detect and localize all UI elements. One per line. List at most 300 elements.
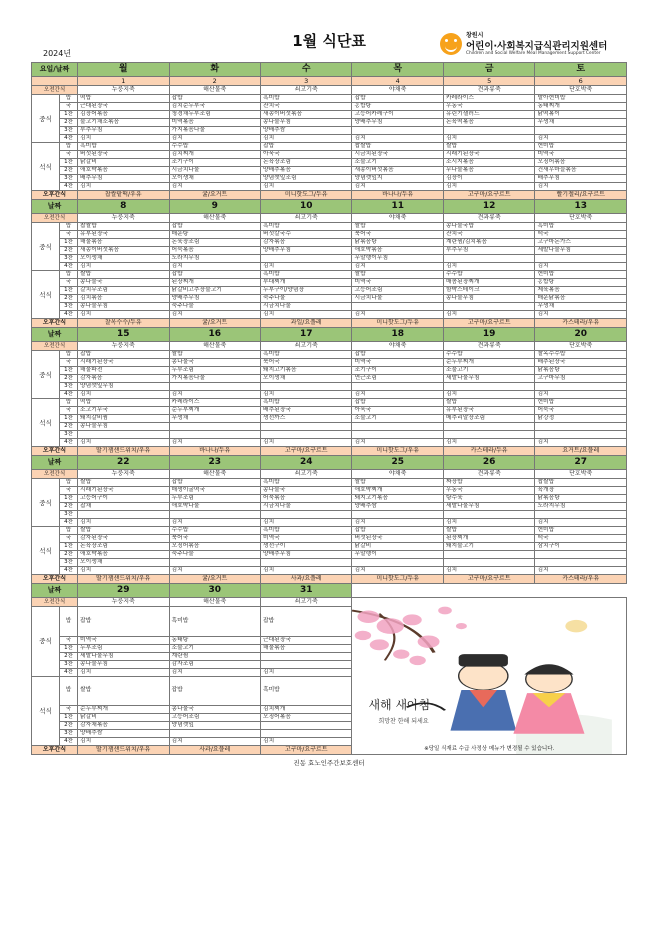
date-cell: 1 <box>78 77 169 86</box>
menu-item: 잡밥 <box>260 143 351 151</box>
course-label: 2찬 <box>60 167 78 175</box>
menu-item: 시금치나물 <box>169 167 260 175</box>
menu-item: 오징어볶음 <box>260 714 351 722</box>
menu-item: 소불고기 <box>352 159 443 167</box>
date-corner-label: 요일/날짜 <box>32 63 78 77</box>
menu-item: 감자조림 <box>169 660 260 668</box>
course-label: 밥 <box>60 399 78 407</box>
menu-item: 닭볶음탕 <box>535 495 627 503</box>
menu-item: 생선구이 <box>260 543 351 551</box>
date-corner-label: 날짜 <box>32 584 78 598</box>
course-label: 1찬 <box>60 239 78 247</box>
menu-item: 된장찌개 <box>169 279 260 287</box>
menu-item <box>535 551 627 559</box>
lunch-row <box>32 375 627 383</box>
menu-item <box>260 383 351 391</box>
menu-item: 콩나물무침 <box>443 295 534 303</box>
course-label: 3찬 <box>60 175 78 183</box>
menu-item: 김치 <box>535 439 627 447</box>
menu-item: 고등어구이 <box>78 495 169 503</box>
menu-item: 잡밥 <box>352 95 443 103</box>
course-label: 국 <box>60 407 78 415</box>
afternoon-snack-cell: 고구마/요구르트 <box>443 191 534 200</box>
course-label: 3찬 <box>60 255 78 263</box>
menu-item: 김치 <box>535 311 627 319</box>
menu-item: 아욱국 <box>260 151 351 159</box>
lunch-row <box>32 359 627 367</box>
morning-snack-cell: 견과류죽 <box>443 86 534 95</box>
date-header: 18 <box>352 328 443 342</box>
course-label: 3찬 <box>60 559 78 567</box>
morning-snack-cell: 해산물죽 <box>169 214 260 223</box>
course-label: 4찬 <box>60 135 78 143</box>
menu-item: 함박스테이크 <box>443 287 534 295</box>
menu-item: 고구마무침 <box>535 375 627 383</box>
menu-item: 돈육장조림 <box>169 239 260 247</box>
date-header: 9 <box>169 200 260 214</box>
dinner-row <box>32 271 627 279</box>
menu-item <box>535 431 627 439</box>
date-header: 19 <box>443 328 534 342</box>
menu-item: 아욱국 <box>352 407 443 415</box>
menu-item: 수수밥 <box>443 271 534 279</box>
menu-item: 김치 <box>78 311 169 319</box>
dinner-row <box>32 567 627 575</box>
menu-item: 우동국 <box>443 103 534 111</box>
menu-item: 양념깻잎조림 <box>260 175 351 183</box>
menu-item <box>260 511 351 519</box>
menu-item <box>535 559 627 567</box>
menu-item <box>352 431 443 439</box>
menu-item: 김치 <box>352 135 443 143</box>
menu-item: 흑미밥 <box>260 223 351 231</box>
menu-item: 육개장 <box>535 487 627 495</box>
week-header-row <box>32 328 627 342</box>
menu-item: 배추무침 <box>535 175 627 183</box>
morning-snack-cell: 단호박죽 <box>535 86 627 95</box>
menu-item: 버섯된장국 <box>78 151 169 159</box>
menu-item: 소불고기 <box>352 415 443 423</box>
menu-item: 김장이 <box>443 175 534 183</box>
menu-item: 김치찌개 <box>169 151 260 159</box>
menu-item: 양배추무침 <box>352 119 443 127</box>
menu-item: 김치 <box>352 263 443 271</box>
menu-item: 잡밥 <box>78 351 169 359</box>
dinner-row <box>32 295 627 303</box>
week-header-row <box>32 584 627 598</box>
afternoon-snack-cell: 카스테라/우유 <box>535 575 627 584</box>
menu-item <box>260 722 351 730</box>
menu-item: 청경채두부조림 <box>169 111 260 119</box>
illustration-caption: 새해 새아침 <box>368 698 431 712</box>
lunch-row <box>32 383 627 391</box>
menu-item: 김치 <box>169 439 260 447</box>
menu-item: 새송이버섯볶음 <box>260 111 351 119</box>
menu-item: 오징어볶음 <box>169 543 260 551</box>
logo-top: 창원시 <box>466 32 484 39</box>
menu-item: 미역국 <box>78 636 169 644</box>
lunch-row <box>32 119 627 127</box>
menu-item: 찹쌀밥 <box>78 223 169 231</box>
menu-item: 돼지고기볶음 <box>352 495 443 503</box>
course-label: 2찬 <box>60 375 78 383</box>
morning-snack-label: 오전간식 <box>32 470 78 479</box>
menu-item: 현미밥 <box>535 527 627 535</box>
menu-item: 쌀밥 <box>443 399 534 407</box>
center-logo <box>440 30 615 60</box>
menu-item: 감자채볶음 <box>78 722 169 730</box>
morning-snack-cell: 견과류죽 <box>443 342 534 351</box>
date-header: 8 <box>78 200 169 214</box>
morning-snack-cell: 쇠고기죽 <box>260 598 351 607</box>
page-title: 1월 식단표 <box>292 32 366 50</box>
menu-item: 두부조림 <box>78 644 169 652</box>
menu-item: 흑미밥 <box>78 143 169 151</box>
menu-item <box>352 559 443 567</box>
course-label: 3찬 <box>60 303 78 311</box>
afternoon-snack-cell: 고구마/요구르트 <box>260 746 351 755</box>
course-label: 3찬 <box>60 127 78 135</box>
course-label: 4찬 <box>60 311 78 319</box>
menu-item: 닭강정 <box>535 415 627 423</box>
dinner-label: 석식 <box>32 676 60 746</box>
morning-snack-cell: 누룽지죽 <box>78 342 169 351</box>
morning-snack-cell: 쇠고기죽 <box>260 342 351 351</box>
menu-item: 김치 <box>169 263 260 271</box>
menu-item <box>443 511 534 519</box>
menu-item: 떡밥 <box>78 399 169 407</box>
course-label: 국 <box>60 359 78 367</box>
date-header: 24 <box>260 456 351 470</box>
course-label: 밥 <box>60 223 78 231</box>
menu-item: 떡국 <box>535 231 627 239</box>
menu-item: 김치 <box>443 183 534 191</box>
afternoon-snack-cell: 딸기잼샌드위치/우유 <box>78 746 169 755</box>
date-header: 12 <box>443 200 534 214</box>
menu-item: 잡밥 <box>169 676 260 706</box>
day-header: 월 <box>78 63 169 77</box>
menu-item: 떡국 <box>535 535 627 543</box>
menu-item: 애호박나물 <box>169 503 260 511</box>
morning-snack-cell: 누룽지죽 <box>78 86 169 95</box>
menu-item: 현미밥 <box>535 143 627 151</box>
menu-item: 애호박볶음 <box>78 551 169 559</box>
menu-item: 생선까스 <box>260 415 351 423</box>
menu-table <box>31 62 627 755</box>
menu-item: 쌀밥 <box>352 223 443 231</box>
course-label: 밥 <box>60 607 78 637</box>
morning-snack-cell: 쇠고기죽 <box>260 214 351 223</box>
course-label: 1찬 <box>60 714 78 722</box>
menu-item: 양배추쌈 <box>78 730 169 738</box>
menu-item: 해물볶음 <box>78 239 169 247</box>
afternoon-snack-cell: 딸기잼샌드위치/우유 <box>78 447 169 456</box>
menu-item: 김치 <box>169 519 260 527</box>
menu-item: 쌀밥 <box>352 271 443 279</box>
menu-item: 김치 <box>78 519 169 527</box>
morning-snack-cell: 누룽지죽 <box>78 470 169 479</box>
menu-item: 흑미밥 <box>260 399 351 407</box>
menu-item: 메추리알장조림 <box>443 415 534 423</box>
menu-item: 잡밥 <box>352 527 443 535</box>
morning-snack-cell: 해산물죽 <box>169 470 260 479</box>
lunch-row <box>32 247 627 255</box>
menu-item: 애호박찌개 <box>352 487 443 495</box>
menu-item: 부추무침 <box>78 127 169 135</box>
menu-item: 순두부찌개 <box>443 359 534 367</box>
menu-item: 무말랭이 <box>352 551 443 559</box>
menu-item <box>443 255 534 263</box>
dinner-row <box>32 407 627 415</box>
menu-item: 양배추무침 <box>169 295 260 303</box>
menu-item <box>443 127 534 135</box>
menu-item: 순두부찌개 <box>169 407 260 415</box>
menu-item: 김치 <box>78 439 169 447</box>
dinner-label: 석식 <box>32 399 60 447</box>
menu-item: 닭갈비고추장불고기 <box>169 287 260 295</box>
date-header: 30 <box>169 584 260 598</box>
menu-item: 양배추무침 <box>260 551 351 559</box>
date-header: 31 <box>260 584 351 598</box>
dinner-row <box>32 399 627 407</box>
dinner-row <box>32 183 627 191</box>
menu-item: 시금치나물 <box>260 503 351 511</box>
menu-item: 돈육장조림 <box>78 543 169 551</box>
menu-item: 돈육떡볶음 <box>443 119 534 127</box>
menu-item: 무생채 <box>535 303 627 311</box>
menu-item: 북어국 <box>169 535 260 543</box>
menu-item: 계란찜/김치볶음 <box>443 239 534 247</box>
menu-item: 돈육장조림 <box>260 159 351 167</box>
menu-item: 현미밥 <box>535 399 627 407</box>
lunch-label: 중식 <box>32 223 60 271</box>
menu-item <box>352 511 443 519</box>
menu-item: 흑미밥 <box>260 271 351 279</box>
morning-snack-cell: 누룽지죽 <box>78 598 169 607</box>
menu-item: 소불고기 <box>443 367 534 375</box>
menu-item: 흑미밥 <box>260 351 351 359</box>
menu-item: 김치 <box>169 135 260 143</box>
menu-item: 흑미밥 <box>260 676 351 706</box>
menu-item: 김치 <box>443 263 534 271</box>
menu-item: 현미밥 <box>535 271 627 279</box>
menu-item: 양념깻잎 <box>169 722 260 730</box>
afternoon-snack-cell: 카스테라/두유 <box>443 447 534 456</box>
menu-item: 김치 <box>78 391 169 399</box>
afternoon-snack-cell: 미니핫도그/우유 <box>352 447 443 456</box>
menu-item <box>78 511 169 519</box>
date-corner-label: 날짜 <box>32 200 78 214</box>
menu-item: 카레라이스 <box>443 95 534 103</box>
menu-item: 세발나물무침 <box>78 652 169 660</box>
afternoon-snack-row <box>32 191 627 200</box>
menu-item: 소고기무국 <box>78 407 169 415</box>
menu-item: 닭볶음탕 <box>535 367 627 375</box>
course-label: 4찬 <box>60 391 78 399</box>
menu-item: 계란찜 <box>169 652 260 660</box>
menu-item <box>169 559 260 567</box>
afternoon-snack-row <box>32 575 627 584</box>
menu-item: 오이생채 <box>78 559 169 567</box>
menu-item: 세발나물무침 <box>535 247 627 255</box>
menu-item: 시금치나물 <box>352 295 443 303</box>
lunch-row <box>32 351 627 359</box>
menu-item: 매콤된장찌개 <box>443 279 534 287</box>
week-header-row <box>32 456 627 470</box>
menu-item <box>443 551 534 559</box>
course-label: 4찬 <box>60 668 78 676</box>
menu-item: 김치 <box>260 668 351 676</box>
menu-item: 조기구이 <box>352 367 443 375</box>
menu-item: 무생채 <box>535 119 627 127</box>
menu-item: 잡밥 <box>169 479 260 487</box>
afternoon-snack-cell: 미니핫도그/두유 <box>352 575 443 584</box>
course-label: 3찬 <box>60 511 78 519</box>
menu-item: 콩나물국밥 <box>443 223 534 231</box>
menu-item <box>260 431 351 439</box>
menu-item <box>169 431 260 439</box>
day-header: 수 <box>260 63 351 77</box>
menu-item <box>169 383 260 391</box>
menu-item: 찹쌀밥 <box>352 143 443 151</box>
menu-item: 수수밥 <box>169 527 260 535</box>
date-header: 16 <box>169 328 260 342</box>
menu-item: 세발나물무침 <box>443 375 534 383</box>
menu-item <box>352 303 443 311</box>
menu-item: 찹쌀밥 <box>535 479 627 487</box>
menu-item: 김치 <box>260 439 351 447</box>
menu-item: 숙주나물 <box>260 295 351 303</box>
menu-item: 김치 <box>535 263 627 271</box>
day-header: 화 <box>169 63 260 77</box>
menu-item: 수수밥 <box>169 143 260 151</box>
menu-item <box>535 511 627 519</box>
menu-item: 잔치국 <box>260 103 351 111</box>
smile-logo-icon <box>440 33 462 55</box>
date-header: 11 <box>352 200 443 214</box>
morning-snack-label: 오전간식 <box>32 598 78 607</box>
menu-item <box>535 423 627 431</box>
course-label: 밥 <box>60 351 78 359</box>
dinner-row <box>32 551 627 559</box>
menu-item: 잡밥 <box>352 351 443 359</box>
menu-item: 콩나물무침 <box>260 119 351 127</box>
menu-item: 콩나물국 <box>260 487 351 495</box>
menu-item: 잡밥 <box>169 271 260 279</box>
date-header: 29 <box>78 584 169 598</box>
menu-item: 유부된장국 <box>78 231 169 239</box>
menu-item: 근대된장국 <box>78 103 169 111</box>
dinner-label: 석식 <box>32 527 60 575</box>
morning-snack-cell: 해산물죽 <box>169 598 260 607</box>
date-cell: 2 <box>169 77 260 86</box>
morning-snack-label: 오전간식 <box>32 86 78 95</box>
date-corner-label: 날짜 <box>32 456 78 470</box>
morning-snack-cell: 단호박죽 <box>535 470 627 479</box>
morning-snack-row <box>32 86 627 95</box>
menu-item: 쌀밥 <box>352 479 443 487</box>
change-notice: ※당일 식재료 수급 사정상 메뉴가 변경될 수 있습니다. <box>424 746 555 753</box>
course-label: 2찬 <box>60 295 78 303</box>
menu-item: 쌀밥 <box>169 351 260 359</box>
afternoon-snack-cell: 찹쌀팥떡/우유 <box>78 191 169 200</box>
morning-snack-cell: 견과류죽 <box>443 470 534 479</box>
menu-item: 김치순두부국 <box>169 103 260 111</box>
dinner-row <box>32 415 627 423</box>
menu-item: 김치 <box>78 738 169 746</box>
menu-item: 고구마돈가스 <box>535 239 627 247</box>
menu-item: 양념깻잎지 <box>352 175 443 183</box>
menu-item <box>169 730 260 738</box>
menu-item: 소불고기 <box>169 644 260 652</box>
menu-item: 잡밥 <box>352 399 443 407</box>
menu-item: 순두부찌개 <box>78 706 169 714</box>
afternoon-snack-label: 오후간식 <box>32 191 78 200</box>
afternoon-snack-label: 오후간식 <box>32 447 78 456</box>
menu-item: 흑미밥 <box>260 479 351 487</box>
lunch-label: 중식 <box>32 479 60 527</box>
dinner-row <box>32 287 627 295</box>
menu-item: 잔치국 <box>443 231 534 239</box>
menu-item <box>443 431 534 439</box>
menu-item: 동태탕 <box>169 636 260 644</box>
course-label: 4찬 <box>60 263 78 271</box>
menu-item: 짜장밥 <box>443 479 534 487</box>
course-label: 4찬 <box>60 183 78 191</box>
morning-snack-cell: 해산물죽 <box>169 342 260 351</box>
menu-item <box>443 423 534 431</box>
menu-item: 오이생채 <box>169 175 260 183</box>
course-label: 1찬 <box>60 644 78 652</box>
afternoon-snack-row <box>32 447 627 456</box>
menu-item: 김치 <box>352 183 443 191</box>
menu-item: 갈치무조림 <box>78 287 169 295</box>
menu-item: 동태찌개 <box>535 103 627 111</box>
logo-name: 어린이·사회복지급식관리지원센터 <box>466 41 608 52</box>
menu-item: 김치 <box>443 439 534 447</box>
menu-item: 도라지무침 <box>535 503 627 511</box>
menu-item: 쌀밥 <box>78 676 169 706</box>
course-label: 국 <box>60 636 78 644</box>
footer: 진동 효노인주간보호센터 <box>293 759 365 767</box>
menu-item: 김치 <box>260 738 351 746</box>
afternoon-snack-label: 오후간식 <box>32 319 78 328</box>
menu-item: 시래기된장국 <box>443 151 534 159</box>
menu-item: 김치 <box>169 311 260 319</box>
menu-item: 두부조림 <box>169 367 260 375</box>
day-header: 금 <box>443 63 534 77</box>
menu-item: 김치 <box>443 391 534 399</box>
dinner-label: 석식 <box>32 143 60 191</box>
lunch-row <box>32 263 627 271</box>
menu-item <box>260 255 351 263</box>
menu-item: 버섯칼국수 <box>260 231 351 239</box>
morning-snack-row <box>32 470 627 479</box>
date-cell: 5 <box>443 77 534 86</box>
menu-item: 새송이버섯볶음 <box>352 167 443 175</box>
menu-item: 김치찌개 <box>260 706 351 714</box>
menu-item <box>535 255 627 263</box>
menu-item: 애호박볶음 <box>78 167 169 175</box>
menu-item: 우동국 <box>443 487 534 495</box>
afternoon-snack-cell: 고구마/요구르트 <box>443 319 534 328</box>
lunch-row <box>32 503 627 511</box>
course-label: 3찬 <box>60 431 78 439</box>
course-label: 1찬 <box>60 367 78 375</box>
menu-item: 김치 <box>352 567 443 575</box>
afternoon-snack-cell: 바나나/두유 <box>352 191 443 200</box>
menu-item: 김치 <box>260 135 351 143</box>
